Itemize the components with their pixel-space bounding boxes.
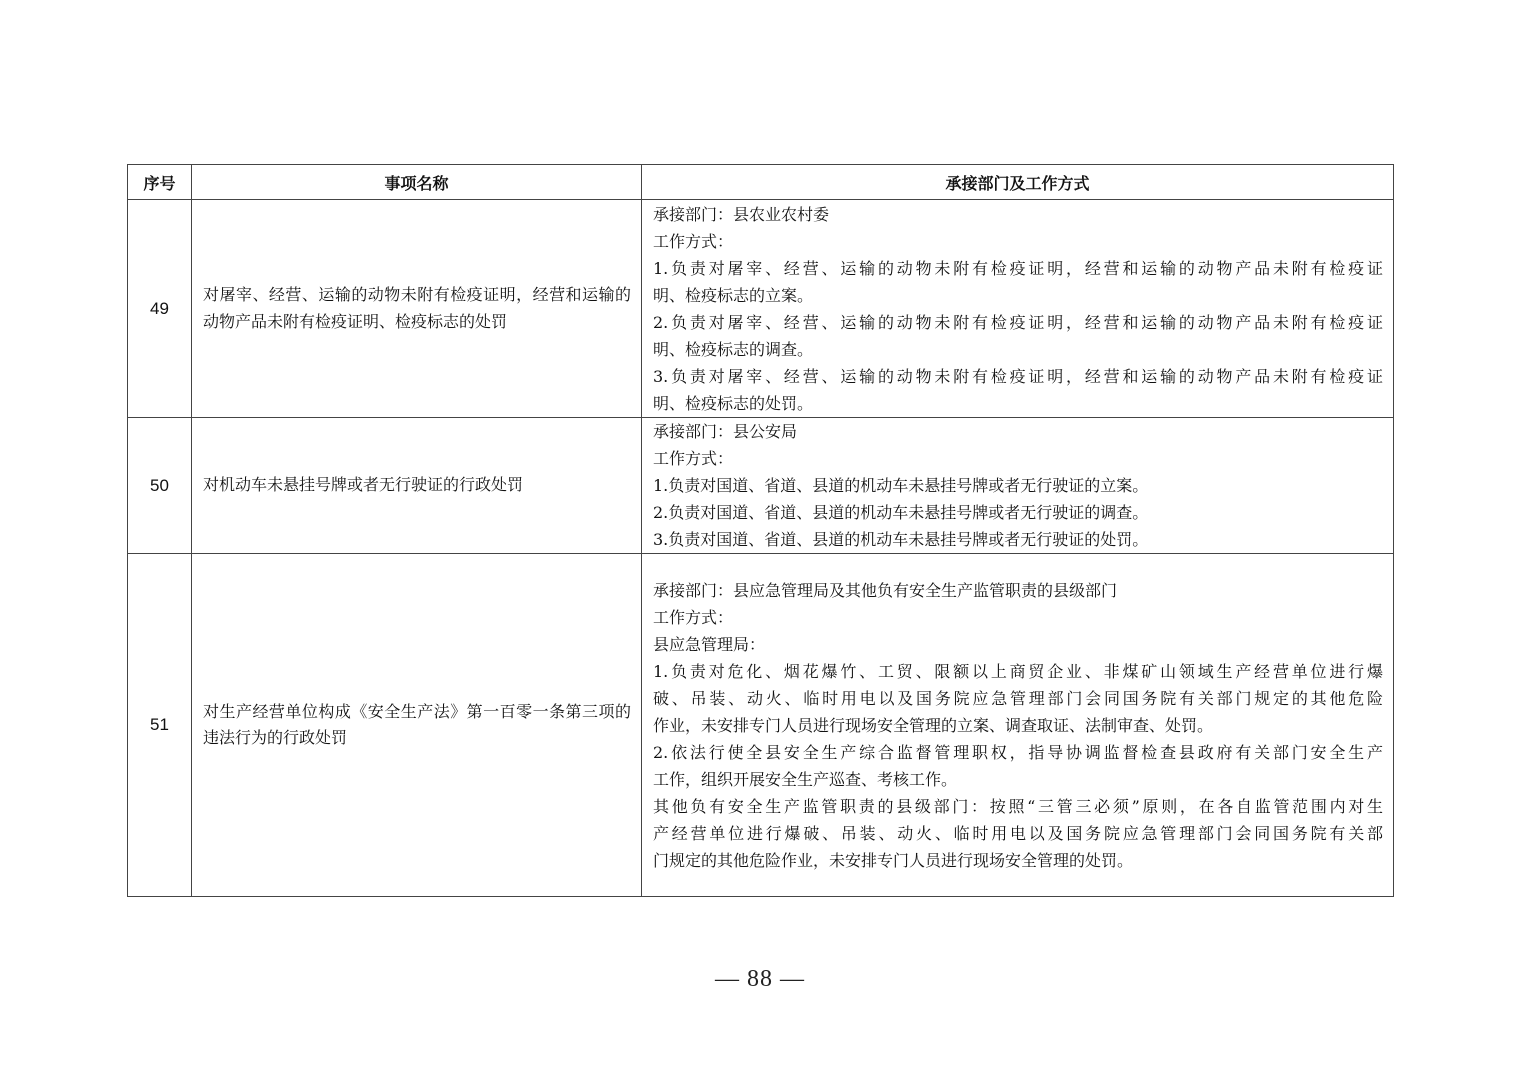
table-header-row <box>128 165 1394 200</box>
dept-line: 作业，未安排专门人员进行现场安全管理的立案、调查取证、法制审查、处罚。 <box>653 715 1214 735</box>
dept-line: 其他负有安全生产监管职责的县级部门：按照“三管三必须”原则，在各自监管范围内对生 <box>653 796 1383 816</box>
row-serial-number: 50 <box>128 418 192 554</box>
row-item-name: 对屠宰、经营、运输的动物未附有检疫证明，经营和运输的动物产品未附有检疫证明、检疫标志的处罚 <box>192 200 642 418</box>
dept-line: 承接部门：县应急管理局及其他负有安全生产监管职责的县级部门 <box>653 580 1118 600</box>
dept-line: 2.负责对屠宰、经营、运输的动物未附有检疫证明，经营和运输的动物产品未附有检疫证 <box>653 312 1383 332</box>
dept-line: 明、检疫标志的处罚。 <box>653 393 814 413</box>
dept-line: 产经营单位进行爆破、吊装、动火、临时用电以及国务院应急管理部门会同国务院有关部 <box>653 823 1383 843</box>
dept-line: 2.依法行使全县安全生产综合监督管理职权，指导协调监督检查县政府有关部门安全生产 <box>653 742 1383 762</box>
dept-line: 明、检疫标志的调查。 <box>653 339 814 359</box>
header-serial-number: 序号 <box>128 165 192 200</box>
table-row <box>128 418 1394 554</box>
dept-line: 承接部门：县公安局 <box>653 422 798 441</box>
dept-line: 工作，组织开展安全生产巡查、考核工作。 <box>653 769 958 789</box>
dept-line: 破、吊装、动火、临时用电以及国务院应急管理部门会同国务院有关部门规定的其他危险 <box>653 688 1383 708</box>
dept-line: 3.负责对国道、省道、县道的机动车未悬挂号牌或者无行驶证的处罚。 <box>653 530 1149 549</box>
dept-line: 1.负责对国道、省道、县道的机动车未悬挂号牌或者无行驶证的立案。 <box>653 476 1149 495</box>
dept-line: 2.负责对国道、省道、县道的机动车未悬挂号牌或者无行驶证的调查。 <box>653 503 1149 522</box>
page-number: — 88 — <box>715 966 805 992</box>
row-item-name: 对生产经营单位构成《安全生产法》第一百零一条第三项的违法行为的行政处罚 <box>192 554 642 897</box>
dept-line: 3.负责对屠宰、经营、运输的动物未附有检疫证明，经营和运输的动物产品未附有检疫证 <box>653 366 1383 386</box>
row-department-method <box>642 418 1394 554</box>
row-department-method <box>642 554 1394 897</box>
dept-line: 工作方式： <box>653 231 734 251</box>
dept-line: 1.负责对危化、烟花爆竹、工贸、限额以上商贸企业、非煤矿山领域生产经营单位进行爆 <box>653 661 1383 681</box>
table-row <box>128 554 1394 897</box>
dept-line: 工作方式： <box>653 449 734 468</box>
dept-line: 门规定的其他危险作业，未安排专门人员进行现场安全管理的处罚。 <box>653 850 1134 870</box>
dept-line: 承接部门：县农业农村委 <box>653 204 830 224</box>
row-serial-number: 51 <box>128 554 192 897</box>
row-item-name: 对机动车未悬挂号牌或者无行驶证的行政处罚 <box>192 418 642 554</box>
row-serial-number: 49 <box>128 200 192 418</box>
dept-line: 1.负责对屠宰、经营、运输的动物未附有检疫证明，经营和运输的动物产品未附有检疫证 <box>653 258 1383 278</box>
header-item-name: 事项名称 <box>192 165 642 200</box>
dept-line: 工作方式： <box>653 607 734 627</box>
items-table <box>127 164 1394 897</box>
header-department-method: 承接部门及工作方式 <box>642 165 1394 200</box>
table-row <box>128 200 1394 418</box>
row-department-method <box>642 200 1394 418</box>
dept-line: 明、检疫标志的立案。 <box>653 285 814 305</box>
dept-line: 县应急管理局： <box>653 634 766 654</box>
